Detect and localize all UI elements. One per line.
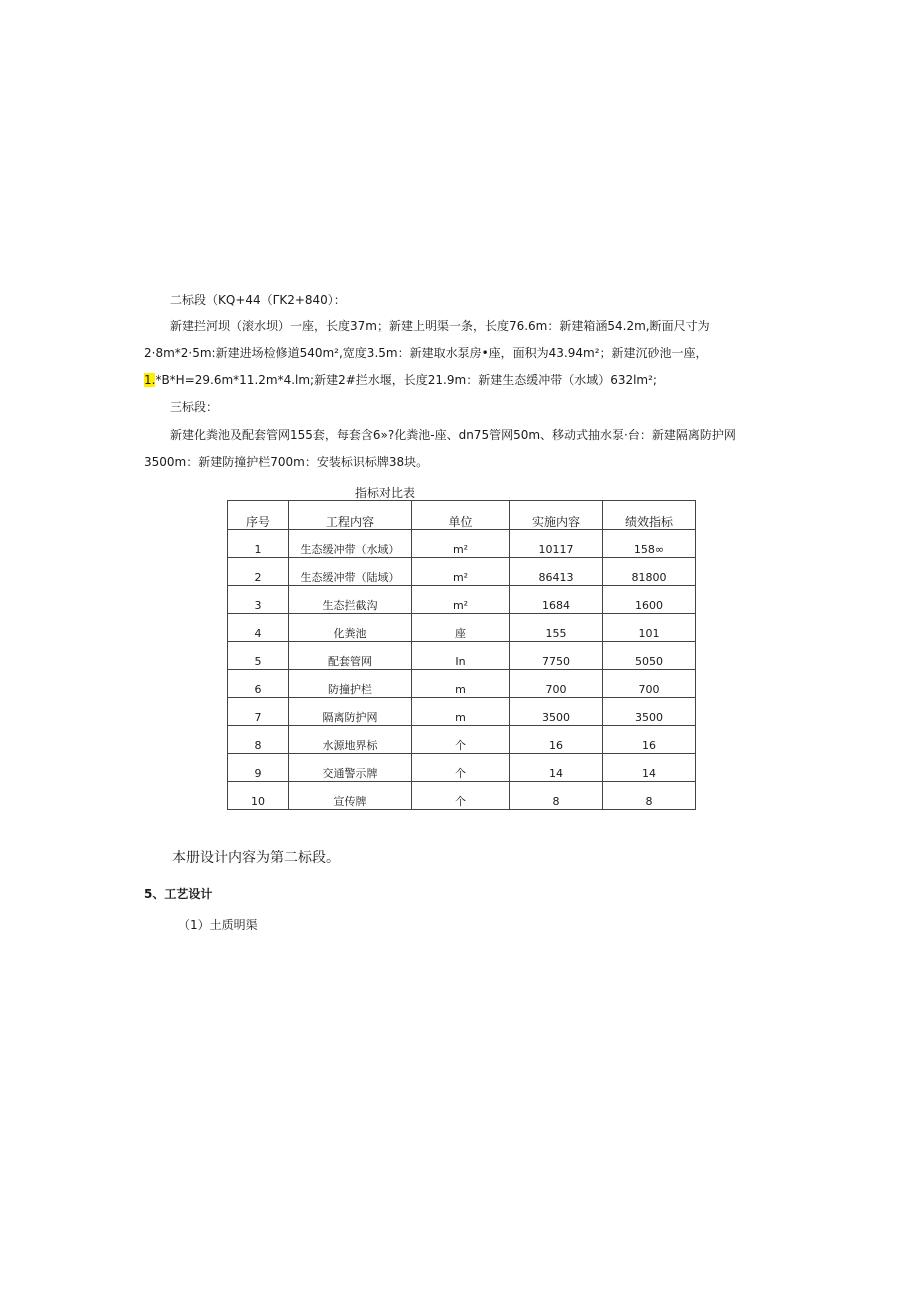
indicator-comparison-table xyxy=(227,500,696,810)
cell-unit: 个 xyxy=(412,782,510,810)
table-row xyxy=(228,558,696,586)
subsection1-heading: （1）土质明渠 xyxy=(178,918,258,932)
header-unit: 单位 xyxy=(412,501,510,530)
cell-index: 4 xyxy=(228,614,289,642)
cell-unit: In xyxy=(412,642,510,670)
cell-implementation: 16 xyxy=(510,726,603,754)
cell-index: 9 xyxy=(228,754,289,782)
cell-project: 隔离防护网 xyxy=(289,698,412,726)
cell-performance: 81800 xyxy=(603,558,696,586)
cell-implementation: 155 xyxy=(510,614,603,642)
section3-paragraph-line2: 3500m：新建防撞护栏700m：安装标识标牌38块。 xyxy=(144,455,429,469)
cell-performance: 3500 xyxy=(603,698,696,726)
cell-implementation: 1684 xyxy=(510,586,603,614)
section2-paragraph-line1: 新建拦河坝（滚水坝）一座，长度37m；新建上明渠一条，长度76.6m：新建箱涵54.2m,断面尺寸为 xyxy=(170,319,710,333)
section3-paragraph-line1: 新建化粪池及配套管网155套，每套含6»?化粪池-座、dn75管网50m、移动式抽水泵·台：新建隔离防护网 xyxy=(170,428,736,442)
section2-paragraph-line3 xyxy=(144,372,657,388)
cell-unit: 座 xyxy=(412,614,510,642)
section2-paragraph-line2: 2·8m*2·5m:新建进场检修道540m²,宽度3.5m：新建取水泵房•座，面积为43.94m²；新建沉砂池一座， xyxy=(144,346,708,360)
table-row xyxy=(228,586,696,614)
cell-performance: 5050 xyxy=(603,642,696,670)
cell-project: 化粪池 xyxy=(289,614,412,642)
cell-performance: 14 xyxy=(603,754,696,782)
design-scope-note: 本册设计内容为第二标段。 xyxy=(172,850,340,866)
section3-heading: 三标段： xyxy=(170,400,219,414)
table-row xyxy=(228,754,696,782)
cell-index: 5 xyxy=(228,642,289,670)
cell-performance: 1600 xyxy=(603,586,696,614)
cell-project: 生态缓冲带（水域） xyxy=(289,530,412,558)
cell-unit: m² xyxy=(412,558,510,586)
cell-index: 3 xyxy=(228,586,289,614)
cell-index: 2 xyxy=(228,558,289,586)
section2-paragraph-line3-text: *B*H=29.6m*11.2m*4.lm;新建2#拦水堰，长度21.9m：新建生态缓冲带（水域）632lm²; xyxy=(155,373,657,387)
cell-unit: 个 xyxy=(412,726,510,754)
section2-heading: 二标段（KQ+44（ΓK2+840）： xyxy=(170,293,346,307)
header-performance: 绩效指标 xyxy=(603,501,696,530)
cell-implementation: 10117 xyxy=(510,530,603,558)
cell-project: 生态缓冲带（陆域） xyxy=(289,558,412,586)
table-caption: 指标对比表 xyxy=(355,486,416,500)
cell-unit: m xyxy=(412,670,510,698)
table-row xyxy=(228,642,696,670)
cell-performance: 101 xyxy=(603,614,696,642)
cell-project: 水源地界标 xyxy=(289,726,412,754)
cell-project: 防撞护栏 xyxy=(289,670,412,698)
cell-project: 配套管网 xyxy=(289,642,412,670)
header-implementation: 实施内容 xyxy=(510,501,603,530)
cell-index: 1 xyxy=(228,530,289,558)
cell-unit: m² xyxy=(412,530,510,558)
section5-heading: 5、工艺设计 xyxy=(144,887,213,901)
cell-project: 交通警示牌 xyxy=(289,754,412,782)
cell-implementation: 700 xyxy=(510,670,603,698)
cell-implementation: 86413 xyxy=(510,558,603,586)
cell-unit: m xyxy=(412,698,510,726)
table-row xyxy=(228,698,696,726)
cell-unit: 个 xyxy=(412,754,510,782)
cell-project: 宣传牌 xyxy=(289,782,412,810)
table-row xyxy=(228,670,696,698)
table-row xyxy=(228,726,696,754)
cell-implementation: 14 xyxy=(510,754,603,782)
cell-implementation: 3500 xyxy=(510,698,603,726)
cell-index: 6 xyxy=(228,670,289,698)
cell-unit: m² xyxy=(412,586,510,614)
cell-performance: 158∞ xyxy=(603,530,696,558)
highlighted-text: 1. xyxy=(144,373,156,387)
cell-performance: 16 xyxy=(603,726,696,754)
table-row xyxy=(228,782,696,810)
cell-index: 8 xyxy=(228,726,289,754)
table-header-row xyxy=(228,501,696,530)
cell-index: 7 xyxy=(228,698,289,726)
cell-project: 生态拦截沟 xyxy=(289,586,412,614)
cell-index: 10 xyxy=(228,782,289,810)
cell-performance: 700 xyxy=(603,670,696,698)
cell-performance: 8 xyxy=(603,782,696,810)
cell-implementation: 7750 xyxy=(510,642,603,670)
header-index: 序号 xyxy=(228,501,289,530)
table-row xyxy=(228,530,696,558)
cell-implementation: 8 xyxy=(510,782,603,810)
table-row xyxy=(228,614,696,642)
header-project: 工程内容 xyxy=(289,501,412,530)
